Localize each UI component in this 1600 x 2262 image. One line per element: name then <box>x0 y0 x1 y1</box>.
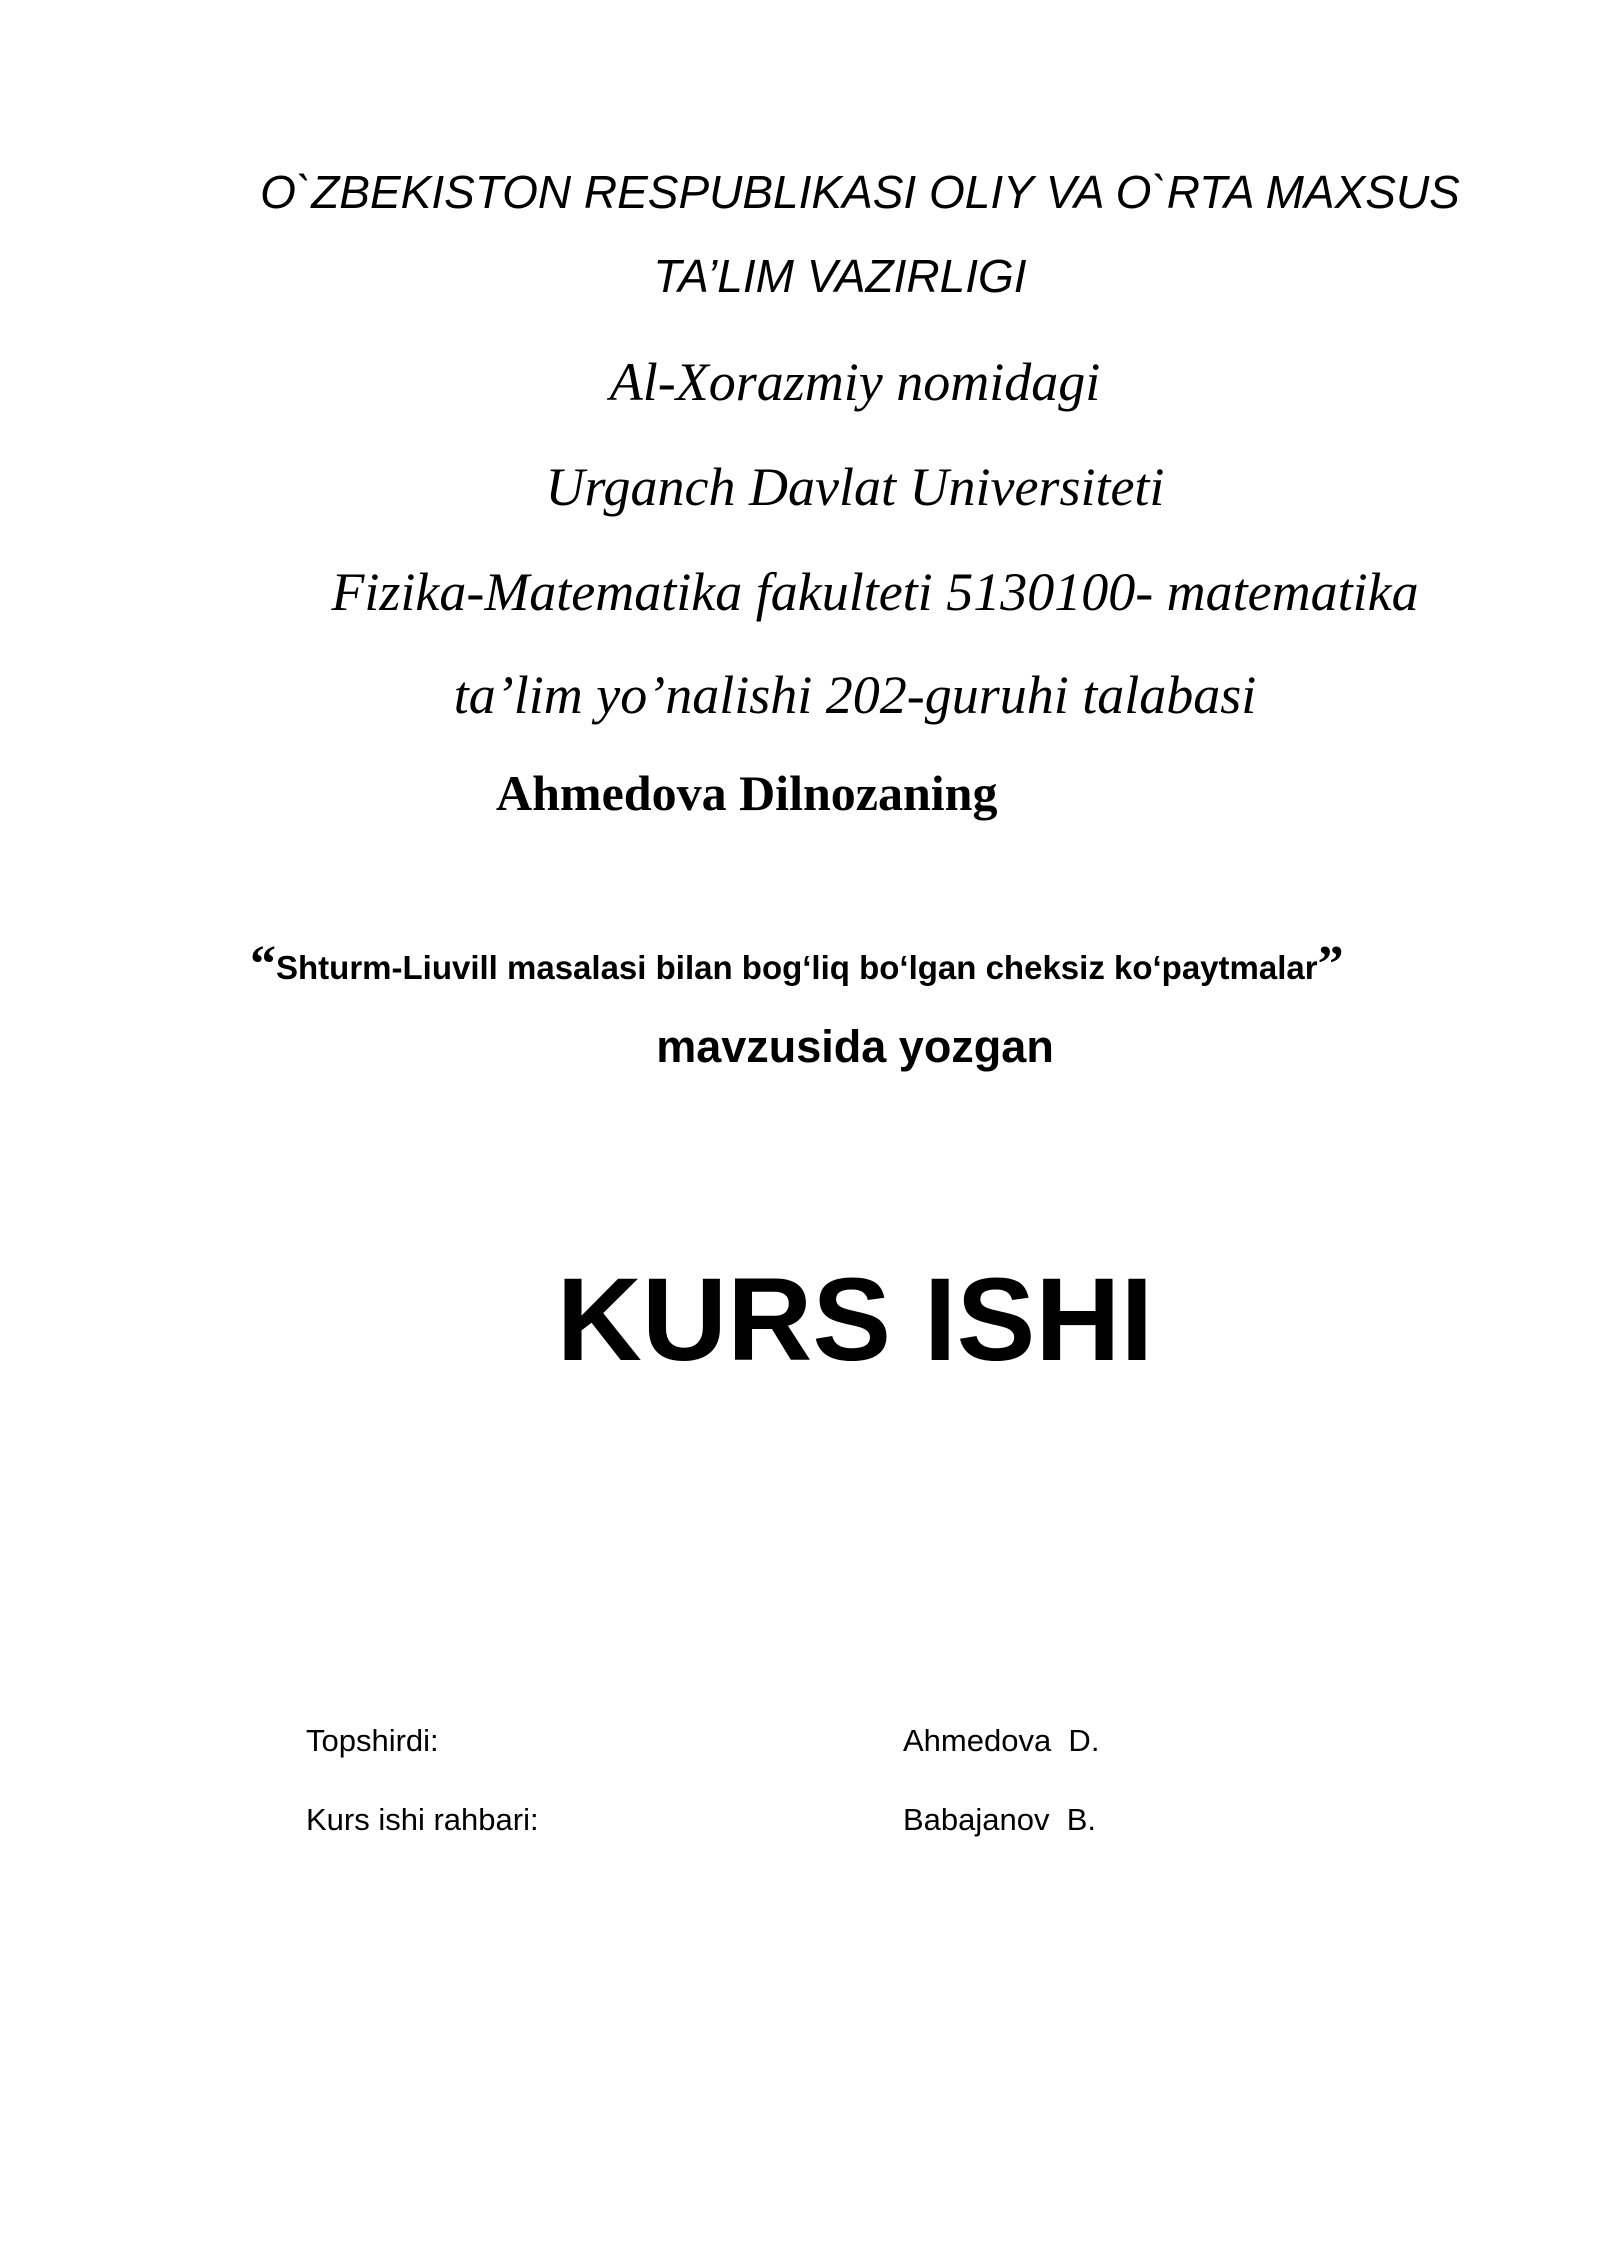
ministry-title-line-1: O`ZBEKISTON RESPUBLIKASI OLIY VA O`RTA MAXSUS <box>260 166 1460 218</box>
university-line-3: Fizika-Matematika fakulteti 5130100- matematika <box>331 562 1419 622</box>
ministry-title-line-2: TA’LIM VAZIRLIGI <box>653 250 1027 302</box>
university-line-4: ta’lim yo’nalishi 202-guruhi talabasi <box>453 665 1257 725</box>
university-line-2: Urganch Davlat Universiteti <box>545 457 1165 517</box>
submitted-by-label: Topshirdi: <box>306 1723 439 1758</box>
student-name: Ahmedova Dilnozaning <box>496 765 998 821</box>
supervisor-value: Babajanov B. <box>903 1802 1097 1837</box>
topic-open-quote: “ <box>250 936 276 993</box>
university-line-1: Al-Xorazmiy nomidagi <box>609 352 1101 412</box>
document-type-heading: KURS ISHI <box>556 1254 1154 1386</box>
topic-text: Shturm-Liuvill masalasi bilan bog‘liq bo‘lgan cheksiz ko‘paytmalar <box>276 949 1318 986</box>
topic-title <box>250 935 1344 999</box>
topic-close-quote: ” <box>1317 936 1344 993</box>
submitted-by-value: Ahmedova D. <box>903 1723 1100 1758</box>
topic-suffix: mavzusida yozgan <box>656 1021 1054 1072</box>
supervisor-label: Kurs ishi rahbari: <box>306 1802 539 1837</box>
